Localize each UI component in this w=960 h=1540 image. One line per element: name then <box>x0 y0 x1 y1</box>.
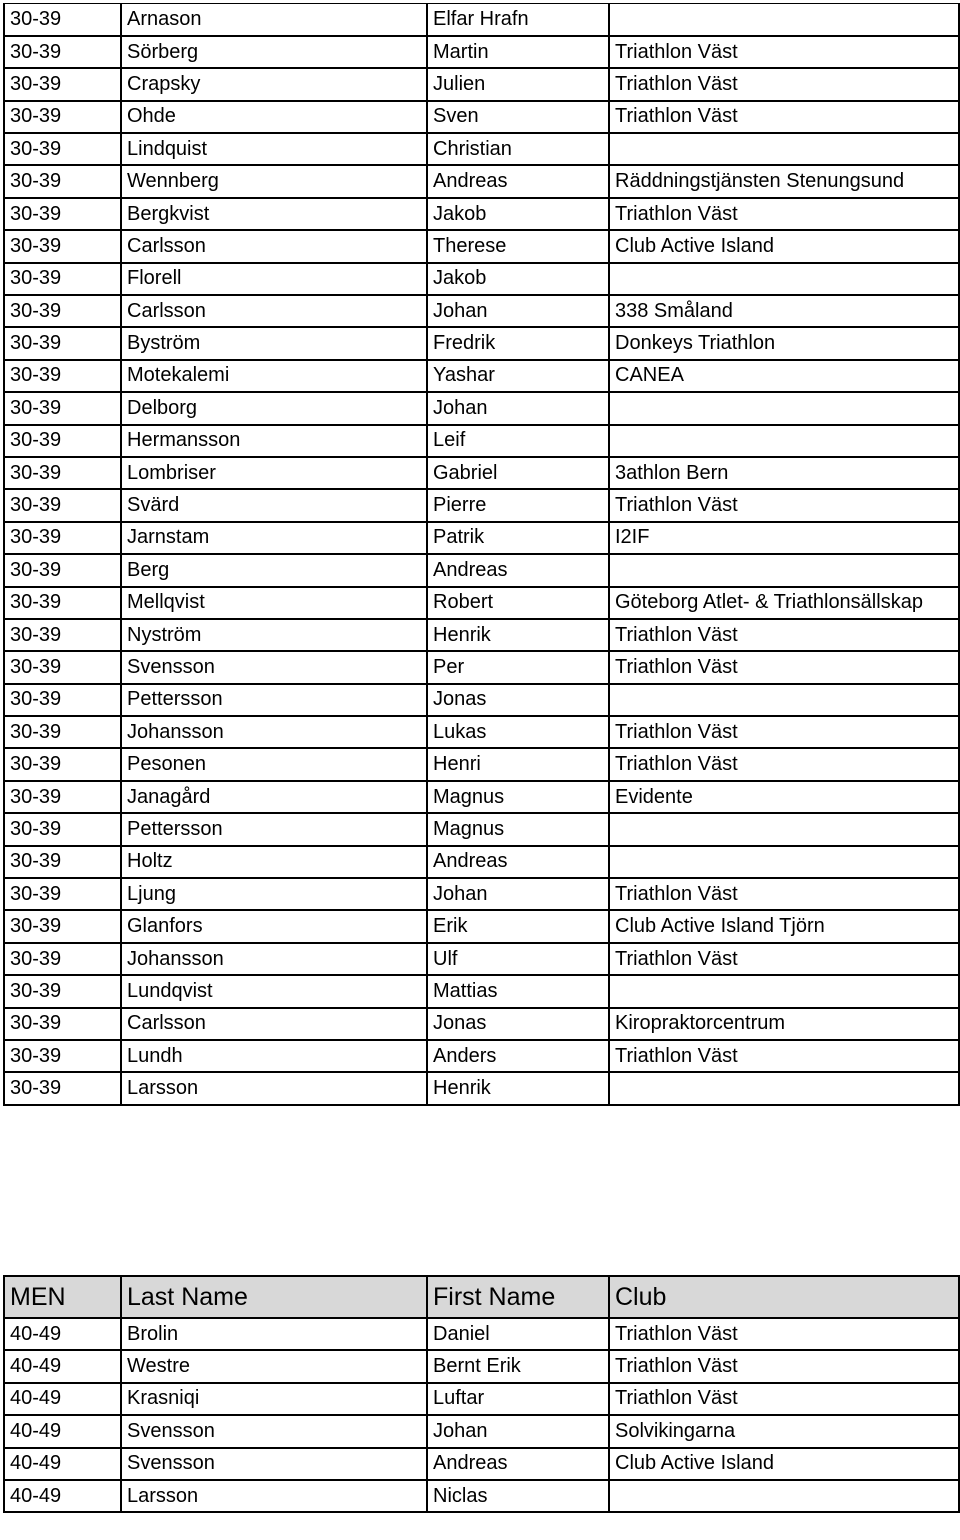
cell-last-name: Ohde <box>121 101 427 133</box>
cell-class: 30-39 <box>4 425 121 457</box>
cell-last-name: Pesonen <box>121 748 427 780</box>
cell-last-name: Pettersson <box>121 684 427 716</box>
cell-class: 40-49 <box>4 1350 121 1382</box>
cell-first-name: Anders <box>427 1040 609 1072</box>
cell-first-name: Gabriel <box>427 457 609 489</box>
cell-club: Triathlon Väst <box>609 489 959 521</box>
cell-class: 30-39 <box>4 522 121 554</box>
cell-first-name: Niclas <box>427 1480 609 1512</box>
results-table-30-39 <box>3 3 960 1106</box>
cell-last-name: Larsson <box>121 1480 427 1512</box>
table-row <box>4 198 959 230</box>
cell-first-name: Johan <box>427 1415 609 1447</box>
cell-last-name: Carlsson <box>121 295 427 327</box>
cell-class: 30-39 <box>4 392 121 424</box>
cell-last-name: Lundh <box>121 1040 427 1072</box>
cell-last-name: Johansson <box>121 943 427 975</box>
cell-club <box>609 684 959 716</box>
table-row <box>4 813 959 845</box>
cell-first-name: Lukas <box>427 716 609 748</box>
cell-first-name: Daniel <box>427 1318 609 1350</box>
header-class: MEN <box>4 1276 121 1318</box>
cell-last-name: Janagård <box>121 781 427 813</box>
cell-last-name: Motekalemi <box>121 360 427 392</box>
table-row <box>4 587 959 619</box>
cell-club: 3athlon Bern <box>609 457 959 489</box>
cell-last-name: Lindquist <box>121 133 427 165</box>
cell-class: 30-39 <box>4 619 121 651</box>
cell-class: 30-39 <box>4 230 121 262</box>
cell-last-name: Brolin <box>121 1318 427 1350</box>
cell-club: Triathlon Väst <box>609 651 959 683</box>
table-row <box>4 4 959 36</box>
cell-first-name: Elfar Hrafn <box>427 4 609 36</box>
cell-class: 30-39 <box>4 133 121 165</box>
cell-class: 30-39 <box>4 554 121 586</box>
cell-club: Triathlon Väst <box>609 1040 959 1072</box>
cell-last-name: Holtz <box>121 846 427 878</box>
cell-last-name: Nyström <box>121 619 427 651</box>
cell-first-name: Magnus <box>427 813 609 845</box>
cell-last-name: Crapsky <box>121 68 427 100</box>
table-row <box>4 878 959 910</box>
table-row <box>4 1072 959 1104</box>
cell-last-name: Carlsson <box>121 1008 427 1040</box>
cell-first-name: Erik <box>427 910 609 942</box>
table-row <box>4 36 959 68</box>
table-row <box>4 619 959 651</box>
table-row <box>4 295 959 327</box>
cell-club: Solvikingarna <box>609 1415 959 1447</box>
cell-class: 30-39 <box>4 684 121 716</box>
table-row <box>4 457 959 489</box>
cell-class: 30-39 <box>4 748 121 780</box>
cell-first-name: Pierre <box>427 489 609 521</box>
cell-club: Triathlon Väst <box>609 1318 959 1350</box>
cell-class: 40-49 <box>4 1383 121 1415</box>
cell-first-name: Magnus <box>427 781 609 813</box>
cell-first-name: Martin <box>427 36 609 68</box>
cell-first-name: Jakob <box>427 263 609 295</box>
cell-last-name: Johansson <box>121 716 427 748</box>
header-club: Club <box>609 1276 959 1318</box>
cell-class: 30-39 <box>4 910 121 942</box>
table-row <box>4 230 959 262</box>
table-row <box>4 360 959 392</box>
cell-first-name: Jonas <box>427 1008 609 1040</box>
cell-class: 30-39 <box>4 198 121 230</box>
table-row <box>4 1350 959 1382</box>
cell-last-name: Pettersson <box>121 813 427 845</box>
cell-first-name: Jonas <box>427 684 609 716</box>
table-row <box>4 1040 959 1072</box>
cell-last-name: Westre <box>121 1350 427 1382</box>
cell-club <box>609 813 959 845</box>
table-header-row <box>4 1276 959 1318</box>
cell-last-name: Arnason <box>121 4 427 36</box>
table-row <box>4 133 959 165</box>
cell-club: Triathlon Väst <box>609 36 959 68</box>
cell-last-name: Florell <box>121 263 427 295</box>
cell-class: 30-39 <box>4 716 121 748</box>
cell-club: Triathlon Väst <box>609 748 959 780</box>
cell-last-name: Svärd <box>121 489 427 521</box>
cell-club: Triathlon Väst <box>609 943 959 975</box>
cell-club: Triathlon Väst <box>609 1383 959 1415</box>
cell-first-name: Patrik <box>427 522 609 554</box>
cell-last-name: Byström <box>121 327 427 359</box>
cell-class: 30-39 <box>4 813 121 845</box>
cell-class: 30-39 <box>4 943 121 975</box>
cell-last-name: Hermansson <box>121 425 427 457</box>
table-row <box>4 975 959 1007</box>
header-last-name: Last Name <box>121 1276 427 1318</box>
table-row <box>4 522 959 554</box>
table-row <box>4 425 959 457</box>
table-row <box>4 748 959 780</box>
cell-club: Räddningstjänsten Stenungsund <box>609 165 959 197</box>
cell-last-name: Glanfors <box>121 910 427 942</box>
table-row <box>4 684 959 716</box>
cell-class: 40-49 <box>4 1448 121 1480</box>
cell-last-name: Larsson <box>121 1072 427 1104</box>
cell-class: 30-39 <box>4 327 121 359</box>
cell-first-name: Fredrik <box>427 327 609 359</box>
table-row <box>4 327 959 359</box>
cell-club: Club Active Island <box>609 1448 959 1480</box>
cell-club <box>609 1072 959 1104</box>
cell-class: 30-39 <box>4 846 121 878</box>
cell-club: Donkeys Triathlon <box>609 327 959 359</box>
cell-class: 30-39 <box>4 489 121 521</box>
cell-first-name: Andreas <box>427 165 609 197</box>
cell-first-name: Bernt Erik <box>427 1350 609 1382</box>
cell-club <box>609 425 959 457</box>
cell-club <box>609 975 959 1007</box>
cell-class: 30-39 <box>4 36 121 68</box>
table-row <box>4 68 959 100</box>
table-row <box>4 1318 959 1350</box>
cell-first-name: Johan <box>427 392 609 424</box>
cell-club: I2IF <box>609 522 959 554</box>
table-row <box>4 263 959 295</box>
table-row <box>4 716 959 748</box>
table-row <box>4 943 959 975</box>
table-row <box>4 1008 959 1040</box>
cell-last-name: Berg <box>121 554 427 586</box>
cell-class: 30-39 <box>4 360 121 392</box>
cell-last-name: Svensson <box>121 1415 427 1447</box>
cell-first-name: Mattias <box>427 975 609 1007</box>
cell-club <box>609 846 959 878</box>
cell-first-name: Ulf <box>427 943 609 975</box>
cell-club: Kiropraktorcentrum <box>609 1008 959 1040</box>
cell-class: 30-39 <box>4 1008 121 1040</box>
cell-club: Club Active Island <box>609 230 959 262</box>
table-row <box>4 781 959 813</box>
cell-class: 30-39 <box>4 295 121 327</box>
cell-class: 30-39 <box>4 1040 121 1072</box>
cell-class: 40-49 <box>4 1415 121 1447</box>
table-row <box>4 910 959 942</box>
cell-club: Evidente <box>609 781 959 813</box>
cell-club: Triathlon Väst <box>609 1350 959 1382</box>
cell-club <box>609 263 959 295</box>
cell-first-name: Therese <box>427 230 609 262</box>
cell-class: 30-39 <box>4 263 121 295</box>
cell-club: 338 Småland <box>609 295 959 327</box>
table-row <box>4 846 959 878</box>
cell-club: Triathlon Väst <box>609 619 959 651</box>
cell-class: 30-39 <box>4 975 121 1007</box>
cell-first-name: Andreas <box>427 1448 609 1480</box>
cell-club: Triathlon Väst <box>609 716 959 748</box>
table-row <box>4 1480 959 1512</box>
table-row <box>4 165 959 197</box>
cell-class: 30-39 <box>4 101 121 133</box>
cell-first-name: Luftar <box>427 1383 609 1415</box>
cell-club <box>609 392 959 424</box>
cell-first-name: Johan <box>427 295 609 327</box>
table-row <box>4 489 959 521</box>
cell-club: Triathlon Väst <box>609 101 959 133</box>
cell-club: Triathlon Väst <box>609 68 959 100</box>
cell-first-name: Christian <box>427 133 609 165</box>
table-row <box>4 101 959 133</box>
cell-class: 30-39 <box>4 651 121 683</box>
table-row <box>4 392 959 424</box>
header-first-name: First Name <box>427 1276 609 1318</box>
cell-first-name: Johan <box>427 878 609 910</box>
cell-class: 30-39 <box>4 4 121 36</box>
cell-club: Göteborg Atlet- & Triathlonsällskap <box>609 587 959 619</box>
table-row <box>4 1415 959 1447</box>
table-row <box>4 554 959 586</box>
cell-club <box>609 4 959 36</box>
table-row <box>4 1448 959 1480</box>
cell-last-name: Lundqvist <box>121 975 427 1007</box>
cell-class: 40-49 <box>4 1318 121 1350</box>
cell-last-name: Sörberg <box>121 36 427 68</box>
cell-club <box>609 1480 959 1512</box>
cell-first-name: Jakob <box>427 198 609 230</box>
cell-club: Triathlon Väst <box>609 878 959 910</box>
cell-last-name: Krasniqi <box>121 1383 427 1415</box>
cell-club: Triathlon Väst <box>609 198 959 230</box>
cell-club: Club Active Island Tjörn <box>609 910 959 942</box>
table-row <box>4 651 959 683</box>
cell-first-name: Andreas <box>427 554 609 586</box>
cell-first-name: Robert <box>427 587 609 619</box>
cell-first-name: Sven <box>427 101 609 133</box>
cell-last-name: Lombriser <box>121 457 427 489</box>
results-table-40-49 <box>3 1275 960 1513</box>
cell-club: CANEA <box>609 360 959 392</box>
cell-club <box>609 133 959 165</box>
cell-first-name: Per <box>427 651 609 683</box>
cell-first-name: Leif <box>427 425 609 457</box>
cell-last-name: Jarnstam <box>121 522 427 554</box>
cell-last-name: Wennberg <box>121 165 427 197</box>
cell-first-name: Julien <box>427 68 609 100</box>
cell-first-name: Yashar <box>427 360 609 392</box>
cell-class: 30-39 <box>4 457 121 489</box>
cell-class: 40-49 <box>4 1480 121 1512</box>
cell-last-name: Svensson <box>121 651 427 683</box>
cell-first-name: Henrik <box>427 619 609 651</box>
cell-class: 30-39 <box>4 878 121 910</box>
cell-class: 30-39 <box>4 1072 121 1104</box>
cell-class: 30-39 <box>4 68 121 100</box>
cell-last-name: Mellqvist <box>121 587 427 619</box>
cell-last-name: Ljung <box>121 878 427 910</box>
cell-last-name: Svensson <box>121 1448 427 1480</box>
cell-last-name: Bergkvist <box>121 198 427 230</box>
cell-first-name: Henri <box>427 748 609 780</box>
cell-class: 30-39 <box>4 587 121 619</box>
cell-first-name: Andreas <box>427 846 609 878</box>
cell-first-name: Henrik <box>427 1072 609 1104</box>
cell-last-name: Delborg <box>121 392 427 424</box>
cell-last-name: Carlsson <box>121 230 427 262</box>
cell-club <box>609 554 959 586</box>
table-row <box>4 1383 959 1415</box>
cell-class: 30-39 <box>4 781 121 813</box>
cell-class: 30-39 <box>4 165 121 197</box>
